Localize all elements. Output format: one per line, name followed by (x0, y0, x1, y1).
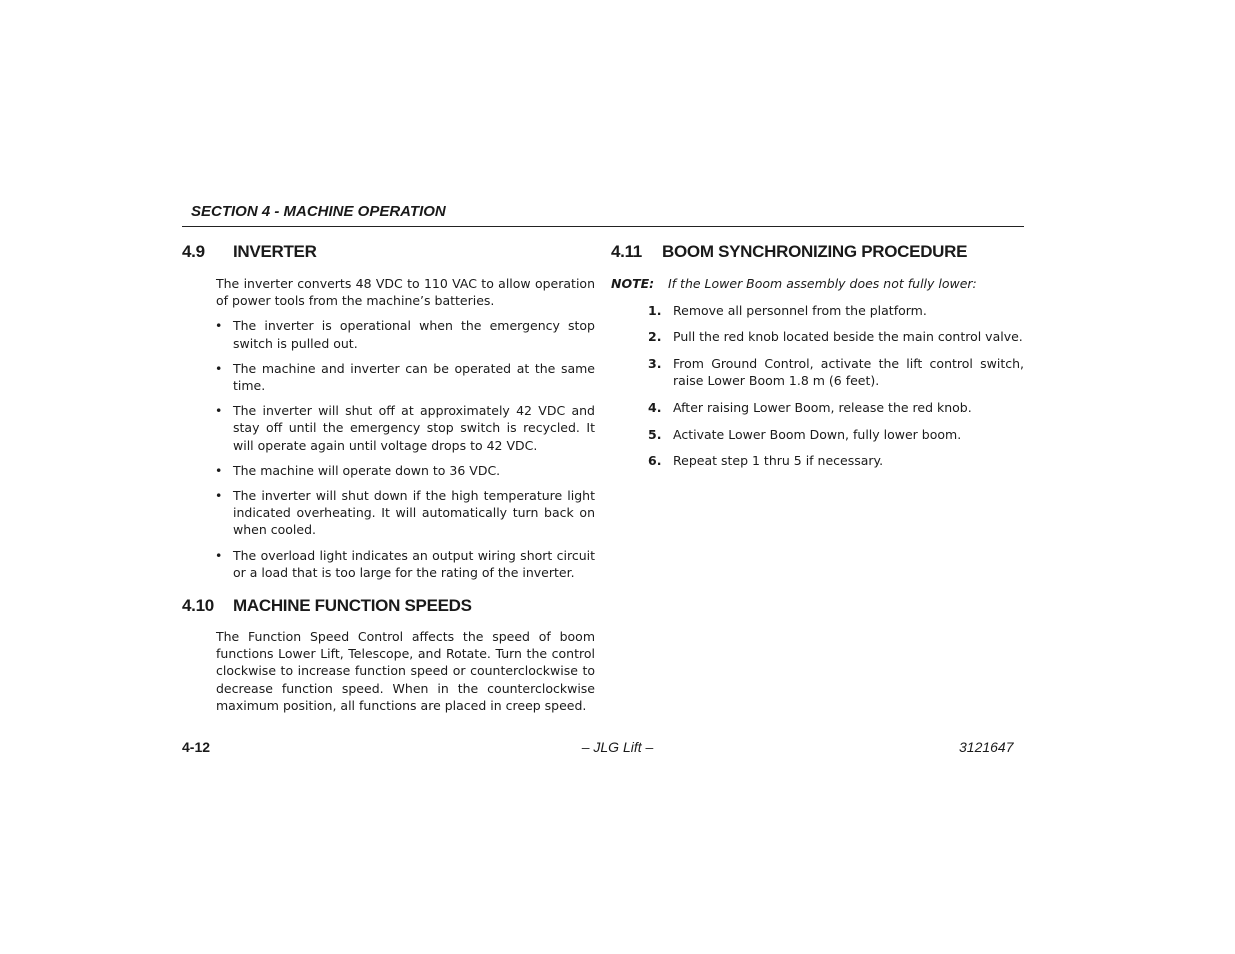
bullet-icon: • (215, 360, 223, 376)
list-item: 3. From Ground Control, activate the lift control switch, raise Lower Boom 1.8 m (6 feet). (648, 355, 1024, 389)
list-item: 5. Activate Lower Boom Down, fully lower boom. (648, 426, 962, 442)
step-number: 1. (648, 302, 662, 318)
heading-number: 4.11 (611, 242, 642, 261)
list-item: 4. After raising Lower Boom, release the red knob. (648, 399, 972, 415)
list-item: • The inverter is operational when the emergency stop switch is pulled out. (215, 318, 595, 351)
footer-publisher: – JLG Lift – (581, 739, 654, 755)
page-number: 4-12 (182, 739, 211, 755)
section-title: SECTION 4 - MACHINE OPERATION (191, 203, 446, 220)
step-number: 2. (648, 329, 662, 345)
procedure-steps (611, 302, 1024, 470)
heading-4-11 (611, 240, 1024, 264)
heading-title: BOOM SYNCHRONIZING PROCEDURE (662, 242, 968, 261)
list-item: 1. Remove all personnel from the platform. (648, 302, 927, 318)
list-item: 6. Repeat step 1 thru 5 if necessary. (648, 453, 884, 469)
heading-number: 4.10 (182, 596, 214, 616)
heading-title: INVERTER (233, 242, 317, 261)
document-number: 3121647 (959, 739, 1014, 755)
note-text: If the Lower Boom assembly does not fully lower: (668, 276, 977, 291)
list-item: • The overload light indicates an output wiring short circuit or a load that is too large for the rating of the inverter. (215, 547, 595, 580)
step-number: 3. (648, 355, 662, 371)
bullet-icon: • (215, 462, 223, 478)
inverter-intro: The inverter converts 48 VDC to 110 VAC to allow operation of power tools from the machine’s batteries. (216, 276, 595, 309)
bullet-icon: • (215, 547, 223, 563)
bullet-icon: • (215, 403, 223, 419)
list-item: • The machine and inverter can be operated at the same time. (215, 360, 595, 394)
step-number: 5. (648, 426, 662, 442)
note (611, 275, 1024, 292)
step-number: 6. (648, 453, 662, 469)
heading-4-9 (182, 240, 595, 264)
note-label: NOTE: (611, 276, 655, 291)
left-column (182, 240, 595, 714)
function-speeds-body: The Function Speed Control affects the speed of boom functions Lower Lift, Telescope, and Rotate. Turn the control clockwise to increase function speed or counterclockwise to decrease function speed. When in the counterclockwise maximum position, all functions are placed in creep speed. (216, 629, 595, 713)
list-item: 2. Pull the red knob located beside the main control valve. (648, 329, 1023, 345)
heading-title: MACHINE FUNCTION SPEEDS (233, 596, 472, 616)
heading-4-10 (182, 594, 595, 618)
list-item: • The inverter will shut down if the high temperature light indicated overheating. It will automatically turn back on when cooled. (215, 488, 595, 538)
list-item: • The machine will operate down to 36 VDC. (215, 462, 501, 478)
inverter-bullet-list (182, 317, 595, 581)
list-item: • The inverter will shut off at approximately 42 VDC and stay off until the emergency stop switch is recycled. It will operate again until voltage drops to 42 VDC. (215, 403, 595, 453)
step-number: 4. (648, 399, 662, 415)
heading-number: 4.9 (182, 242, 205, 261)
bullet-icon: • (215, 488, 223, 504)
bullet-icon: • (215, 318, 223, 334)
right-column (611, 240, 1024, 469)
header-divider (182, 226, 1024, 227)
